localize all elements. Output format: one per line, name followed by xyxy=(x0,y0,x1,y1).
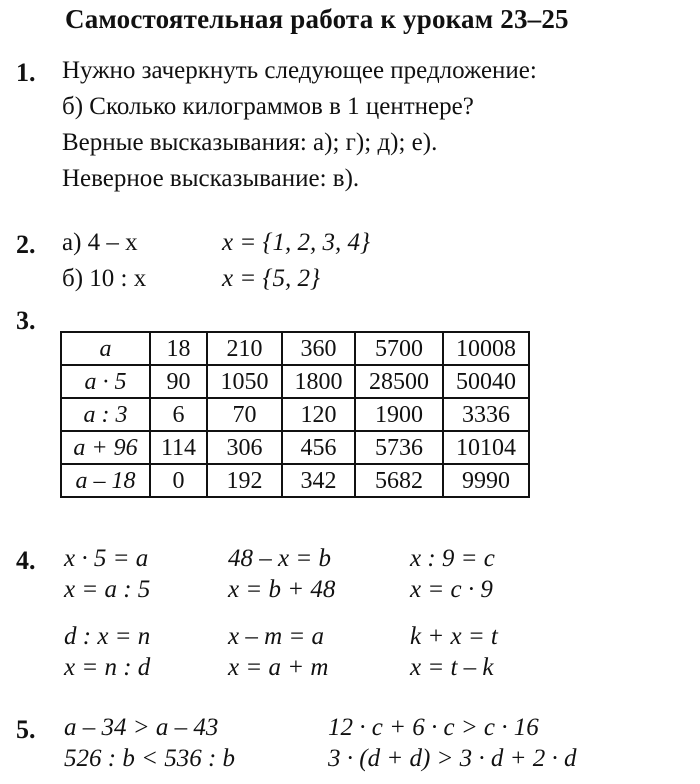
table-cell: 6 xyxy=(150,398,207,431)
table-cell: 120 xyxy=(282,398,355,431)
equation: x = t – k xyxy=(410,654,494,681)
table-cell: 90 xyxy=(150,365,207,398)
task-2-set-a: x = {1, 2, 3, 4} xyxy=(222,229,370,256)
row-label: a – 18 xyxy=(61,464,150,497)
task-2-number: 2. xyxy=(16,230,36,259)
table-cell: 3336 xyxy=(443,398,529,431)
table-cell: 456 xyxy=(282,431,355,464)
table-cell: 210 xyxy=(207,332,282,365)
task-3-number: 3. xyxy=(16,306,36,335)
inequality: 12 · c + 6 · c > c · 16 xyxy=(328,714,539,741)
task-5-number: 5. xyxy=(16,715,36,744)
equation: d : x = n xyxy=(64,623,151,650)
task-1-number: 1. xyxy=(16,58,36,87)
row-label: a + 96 xyxy=(61,431,150,464)
table-cell: 192 xyxy=(207,464,282,497)
task-2-expr-b: б) 10 : x xyxy=(62,265,147,292)
table-cell: 306 xyxy=(207,431,282,464)
table-row xyxy=(61,398,529,431)
table-cell: 18 xyxy=(150,332,207,365)
table-cell: 70 xyxy=(207,398,282,431)
task-3-table xyxy=(60,331,530,498)
equation: x · 5 = a xyxy=(64,545,149,572)
table-row xyxy=(61,365,529,398)
task-1-line-3: Верные высказывания: а); г); д); е). xyxy=(62,129,438,156)
inequality: 526 : b < 536 : b xyxy=(64,745,236,772)
table-cell: 342 xyxy=(282,464,355,497)
task-2-set-b: x = {5, 2} xyxy=(222,265,320,292)
task-1-line-2: б) Сколько килограммов в 1 центнере? xyxy=(62,93,474,120)
task-1-line-4: Неверное высказывание: в). xyxy=(62,165,360,192)
equation: x = n : d xyxy=(64,654,151,681)
table-cell: 5736 xyxy=(355,431,443,464)
inequality: 3 · (d + d) > 3 · d + 2 · d xyxy=(328,745,577,772)
task-2-expr-a: а) 4 – x xyxy=(62,229,138,256)
table-cell: 10104 xyxy=(443,431,529,464)
table-cell: 10008 xyxy=(443,332,529,365)
equation: x – m = a xyxy=(228,623,325,650)
table-row xyxy=(61,431,529,464)
table-cell: 0 xyxy=(150,464,207,497)
equation: 48 – x = b xyxy=(228,545,331,572)
equation: x = a : 5 xyxy=(64,576,151,603)
row-label: a : 3 xyxy=(61,398,150,431)
page-title: Самостоятельная работа к урокам 23–25 xyxy=(65,4,569,34)
equation: k + x = t xyxy=(410,623,498,650)
table-cell: 1800 xyxy=(282,365,355,398)
row-label: a · 5 xyxy=(61,365,150,398)
table-row xyxy=(61,332,529,365)
task-1-line-1: Нужно зачеркнуть следующее предложение: xyxy=(62,57,537,84)
table-row xyxy=(61,464,529,497)
table-cell: 5682 xyxy=(355,464,443,497)
table-cell: 50040 xyxy=(443,365,529,398)
equation: x = c · 9 xyxy=(410,576,493,603)
inequality: a – 34 > a – 43 xyxy=(64,714,219,741)
table-cell: 9990 xyxy=(443,464,529,497)
equation: x = b + 48 xyxy=(228,576,336,603)
equation: x : 9 = c xyxy=(410,545,495,572)
table-cell: 114 xyxy=(150,431,207,464)
table-cell: 1900 xyxy=(355,398,443,431)
task-4-number: 4. xyxy=(16,546,36,575)
table-cell: 1050 xyxy=(207,365,282,398)
equation: x = a + m xyxy=(228,654,329,681)
table-cell: 28500 xyxy=(355,365,443,398)
table-cell: 5700 xyxy=(355,332,443,365)
row-label: a xyxy=(61,332,150,365)
table-cell: 360 xyxy=(282,332,355,365)
